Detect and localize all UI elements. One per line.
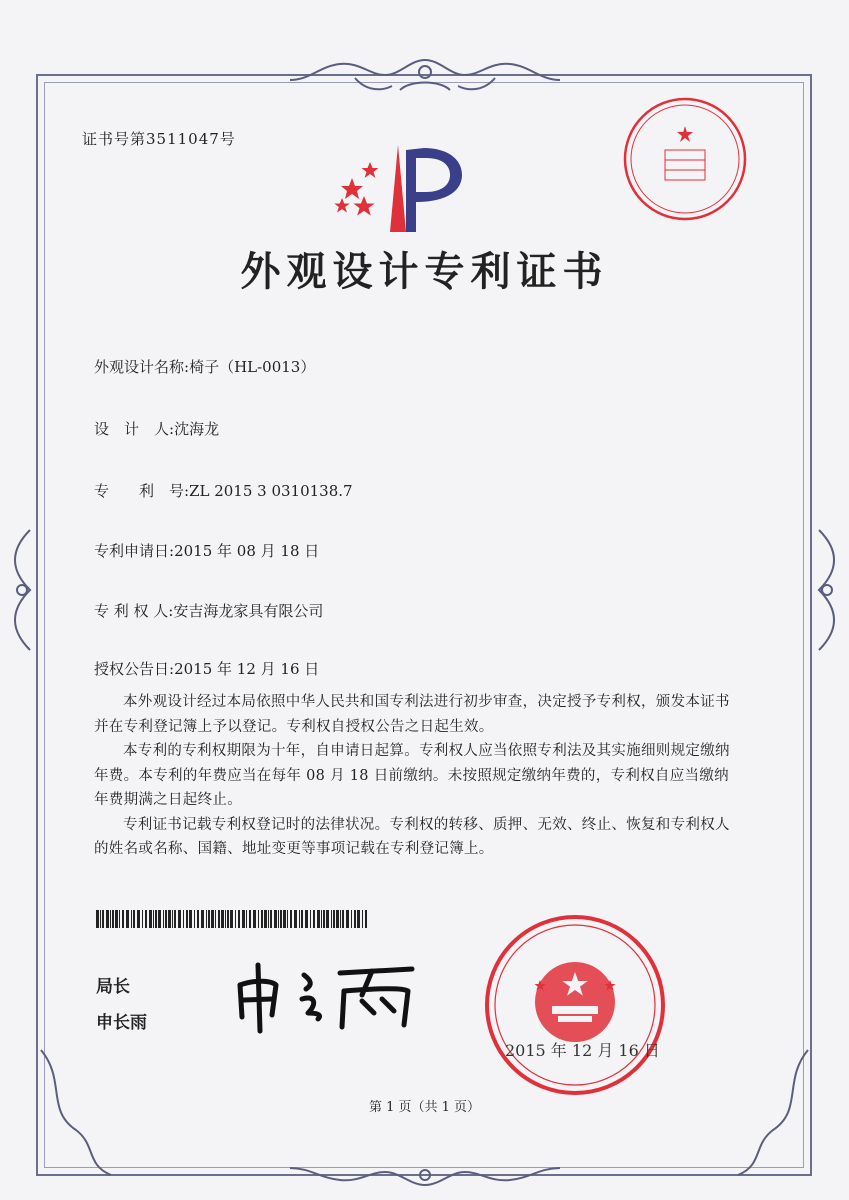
- seal-date: 2015 年 12 月 16 日: [505, 1041, 660, 1060]
- field-label: 专利申请日:: [94, 542, 175, 560]
- field-label: 设 计 人:: [94, 420, 175, 438]
- certificate-title: 外观设计专利证书: [240, 248, 609, 295]
- field-value: 沈海龙: [174, 420, 220, 438]
- field-value: ZL 2015 3 0310138.7: [189, 482, 353, 500]
- body-paragraph: 本专利的专利权期限为十年，自申请日起算。专利权人应当依照专利法及其实施细则规定缴纳年费。本专利的年费应当在每年 08 月 18 日前缴纳。未按照规定缴纳年费的，专利权自应当缴纳年费期满之日起终止。: [94, 743, 730, 808]
- field-label: 外观设计名称:: [94, 358, 190, 376]
- field-value: 安吉海龙家具有限公司: [173, 602, 324, 620]
- field-patent-number: [94, 480, 353, 501]
- field-designer: [94, 418, 219, 439]
- page-number: 第 1 页（共 1 页）: [368, 1100, 481, 1115]
- field-value: 2015 年 12 月 16 日: [174, 660, 320, 678]
- field-label: 授权公告日:: [94, 660, 175, 678]
- director-signature: [232, 955, 422, 1035]
- right-ornament-icon: [813, 520, 849, 660]
- patent-office-seal-icon: [480, 910, 670, 1100]
- field-value: 2015 年 08 月 18 日: [174, 542, 320, 560]
- bottom-ornament-icon: [280, 1160, 570, 1200]
- field-value: 椅子（HL-0013）: [189, 358, 316, 376]
- field-label: 专 利 号:: [94, 482, 190, 500]
- field-label: 专 利 权 人:: [94, 602, 174, 620]
- field-application-date: [94, 540, 319, 561]
- barcode: [96, 910, 372, 928]
- tax-stamp-seal-icon: [620, 94, 750, 224]
- field-design-name: [94, 356, 315, 377]
- left-ornament-icon: [0, 520, 36, 660]
- director-name: 申长雨: [96, 1013, 147, 1033]
- patent-logo-icon: [330, 140, 470, 240]
- certificate-body: [94, 690, 734, 862]
- field-announcement-date: [94, 658, 319, 679]
- body-paragraph: 本外观设计经过本局依照中华人民共和国专利法进行初步审查，决定授予专利权，颁发本证书并在专利登记簿上予以登记。专利权自授权公告之日起生效。: [94, 694, 730, 735]
- body-paragraph: 专利证书记载专利权登记时的法律状况。专利权的转移、质押、无效、终止、恢复和专利权人的姓名或名称、国籍、地址变更等事项记载在专利登记簿上。: [94, 816, 730, 857]
- certificate-number: 证书号第3511047号: [82, 130, 236, 148]
- director-title: 局长: [96, 977, 130, 997]
- top-ornament-icon: [280, 50, 570, 110]
- field-patentee: [94, 600, 323, 621]
